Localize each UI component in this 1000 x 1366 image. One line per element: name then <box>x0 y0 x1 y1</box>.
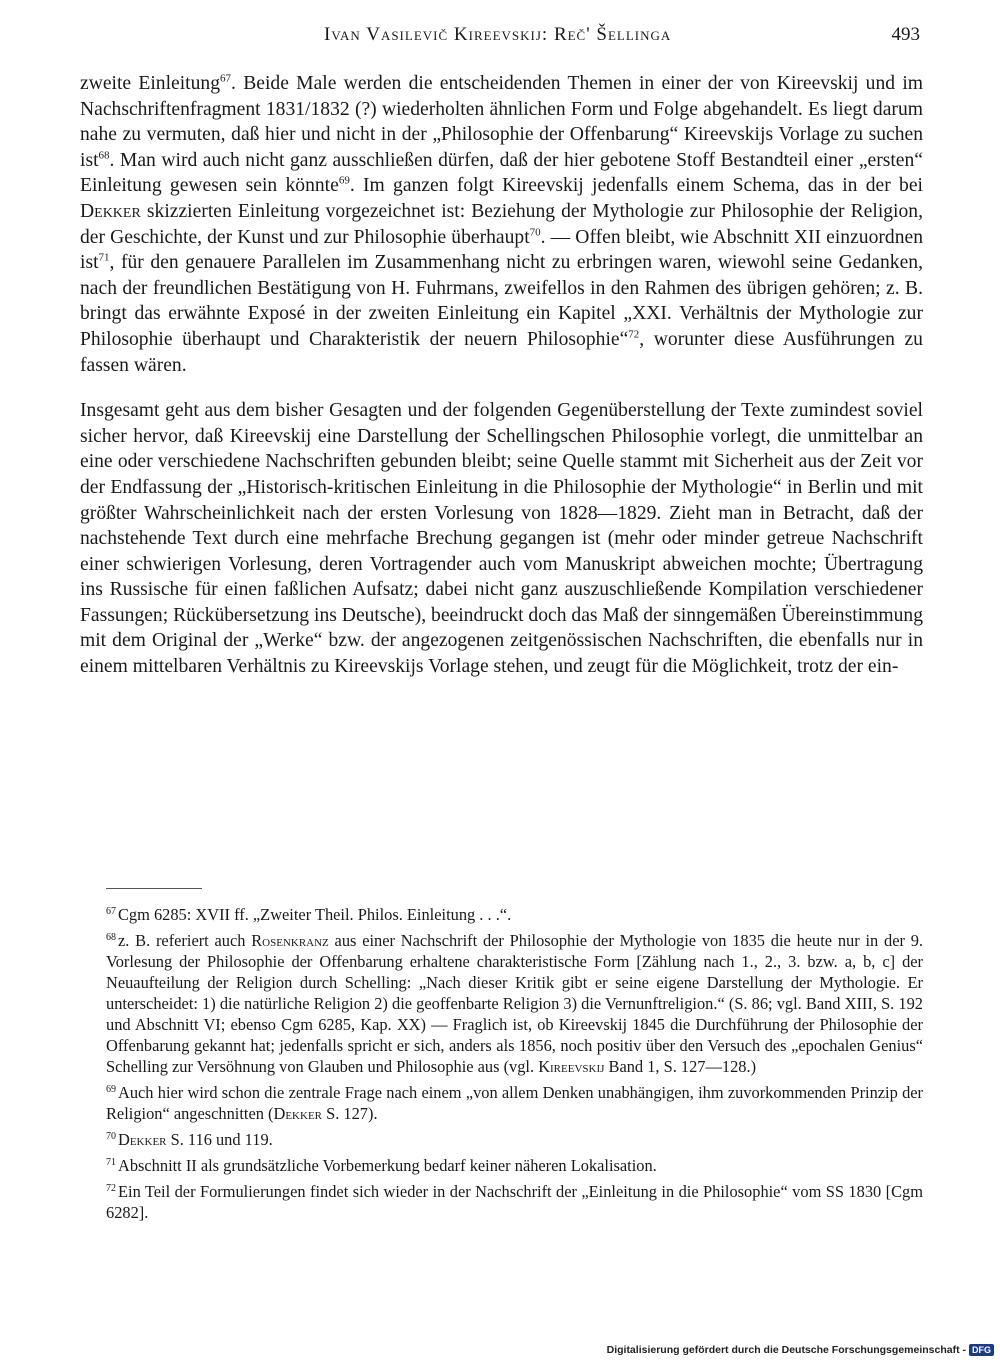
footnote-ref-67[interactable]: 67 <box>220 72 232 85</box>
digitization-credit <box>607 1344 994 1356</box>
paragraph-2: Insgesamt geht aus dem bisher Gesagten und der folgenden Gegenüberstellung der Texte zumindest soviel sicher hervor, daß Kireevskij eine Darstellung der Schellingschen Philosophie vorlegt, die unmittelbar an eine oder verschiedene Nachschriften gebunden bleibt; seine Quelle stammt mit Sicherheit aus der Zeit vor der Endfassung der „Historisch-kritischen Einleitung in die Philosophie der Mythologie“ in Berlin und mit größter Wahrscheinlichkeit nach der ersten Vorlesung von 1828—1829. Zieht man in Betracht, daß der nachstehende Text durch eine mehrfache Brechung gegangen ist (mehr oder minder getreue Nachschrift einer schwierigen Vorlesung, deren Vortragender auch vom Manuskript abweichen mochte; Übertragung ins Russische für einen faßlichen Aufsatz; dabei nicht ganz auszuschließende Kompilation verschiedener Fassungen; Rückübersetzung ins Deutsche), beeindruckt doch das Maß der sinngemäßen Übereinstimmung mit dem Original der „Werke“ bzw. der angezogenen zeitgenössischen Nachschriften, die ebenfalls nur in einem mittelbaren Verhältnis zu Kireevskijs Vorlage stehen, und zeugt für die Möglichkeit, trotz der ein- <box>80 400 923 678</box>
footnote-number: 68 <box>106 931 116 943</box>
footnote-number: 69 <box>106 1083 116 1095</box>
footnote-67: $^{67}$ Cgm 6285: XVII ff. „Zweiter Theil. Philos. Einleitung . . .“. <box>106 905 512 924</box>
footnote-72: $^{72}$ Ein Teil der Formulierungen findet sich wieder in der Nachschrift der „Einleitung in die Philosophie“ vom SS 1830 [Cgm 6282]. <box>106 1182 923 1222</box>
footnote-ref-69[interactable]: 69 <box>338 174 350 187</box>
author-name-kireevskij: Kireevskij <box>538 1057 605 1076</box>
footnote-number: 67 <box>106 905 116 917</box>
footnote-ref-68[interactable]: 68 <box>98 149 110 162</box>
footnotes <box>106 904 923 1228</box>
author-name-dekker: Dekker <box>118 1130 167 1149</box>
credit-text: Digitalisierung gefördert durch die Deutsche Forschungsgemeinschaft - <box>606 1344 966 1356</box>
author-name-dekker: Dekker <box>80 200 141 222</box>
footnote-number: 72 <box>106 1182 116 1194</box>
footnote-ref-72[interactable]: 72 <box>628 328 640 341</box>
paragraph-1: zweite Einleitung$^{67}$. Beide Male werden die entscheidenden Themen in einer der von Kireevskij und im Nachschriftenfragment 1831/1832 (?) wiederholten ähnlichen Form und Folge abgehandelt. Es liegt darum nahe zu vermuten, daß hier und nicht in der „Philosophie der Offenbarung“ Kireevskijs Vorlage zu suchen ist$^{68}$. Man wird auch nicht ganz ausschließen dürfen, daß der hier gebotene Stoff Bestandteil einer „ersten“ Einleitung gewesen sein könnte$^{69}$. Im ganzen folgt Kireevskij jedenfalls einem Schema, das in der bei Dekker skizzierten Einleitung vorgezeichnet ist: Beziehung der Mythologie zur Philosophie der Religion, der Geschichte, der Kunst und zur Philosophie überhaupt$^{70}$. — Offen bleibt, wie Abschnitt XII einzuordnen ist$^{71}$, für den genauere Parallelen im Zusammenhang nicht zu erbringen waren, wiewohl seine Gedanken, nach der freundlichen Bestätigung von H. Fuhrmans, zweifellos in den Rahmen des übrigen gehören; z. B. bringt das erwähnte Exposé in der zweiten Einleitung ein Kapitel „XXI. Verhältnis der Mythologie zur Philosophie überhaupt und Charakteristik der neuern Philosophie“$^{72}$, worunter diese Ausführungen zu fassen wären. <box>80 72 924 376</box>
footnote-68: $^{68}$ z. B. referiert auch Rosenkranz aus einer Nachschrift der Philosophie der Mythologie von 1835 die heute nur in der 9. Vorlesung der Philosophie der Offenbarung erhaltene charakteristische Form [Zählung nach 1., 2., 3. bzw. a, b, c] der Neuaufteilung der Religion durch Schelling: „Nach dieser Kritik gibt er seine eigene Darstellung der Mythologie. Er unterscheidet: 1) die natürliche Religion 2) die geoffenbarte Religion 3) die Vernunftreligion.“ (S. 86; vgl. Band XIII, S. 192 und Abschnitt VI; ebenso Cgm 6285, Kap. XX) — Fraglich ist, ob Kireevskij 1845 die Durchführung der Philosophie der Offenbarung gekannt hat; jedenfalls spricht er sich, anders als 1856, noch positiv über den Versuch des „epochalen Genius“ Schelling zur Versöhnung von Glauben und Philosophie aus (vgl. Kireevskij Band 1, S. 127—128.) <box>106 931 924 1076</box>
footnote-number: 70 <box>106 1130 116 1142</box>
footnote-71: $^{71}$ Abschnitt II als grundsätzliche Vorbemerkung bedarf keiner näheren Lokalisation. <box>106 1156 657 1175</box>
page-number: 493 <box>891 24 920 45</box>
footnote-number: 71 <box>106 1156 116 1168</box>
dfg-logo: DFG <box>969 1344 994 1356</box>
author-name-rosenkranz: Rosenkranz <box>251 931 329 950</box>
footnote-70: $^{70}$ Dekker S. 116 und 119. <box>106 1130 273 1149</box>
footnote-ref-70[interactable]: 70 <box>529 226 541 239</box>
author-name-dekker: Dekker <box>273 1104 322 1123</box>
footnote-ref-71[interactable]: 71 <box>98 251 110 264</box>
main-text <box>80 71 923 700</box>
footnote-69: $^{69}$ Auch hier wird schon die zentrale Frage nach einem „von allem Denken unabhängigen, ihm zuvorkommenden Prinzip der Religion“ angeschnitten (Dekker S. 127). <box>106 1083 923 1123</box>
running-title: Ivan Vasilevič Kireevskij: Reč' Šellinga <box>324 24 672 45</box>
page-header <box>0 24 1000 50</box>
footnote-separator <box>106 888 202 889</box>
